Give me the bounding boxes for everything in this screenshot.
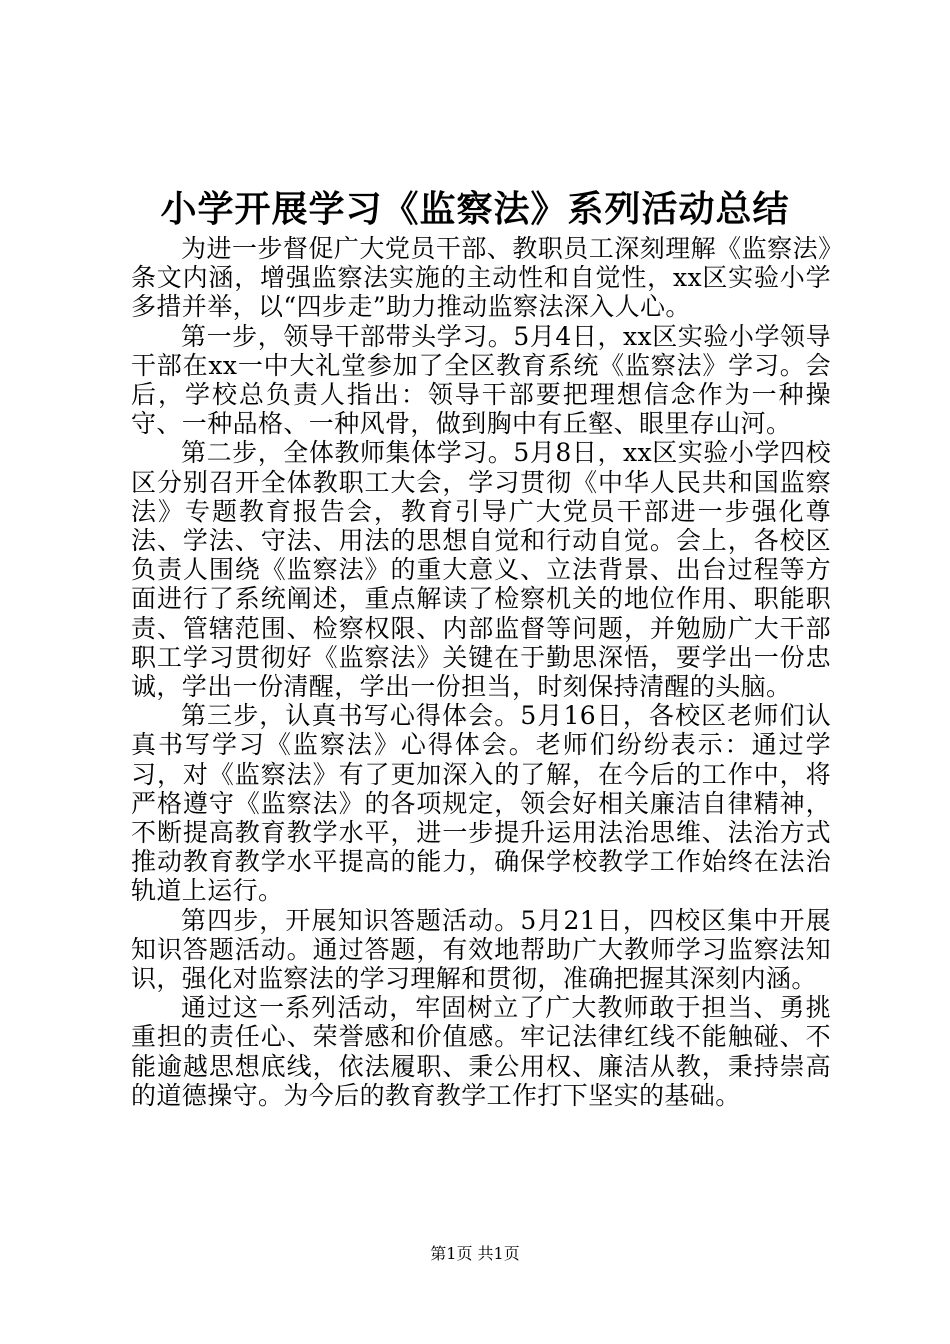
paragraph-step-two: 第二步，全体教师集体学习。5月8日，xx区实验小学四校区分别召开全体教职工大会，学习贯彻《中华人民共和国监察法》专题教育报告会，教育引导广大党员干部进一步强化尊法、学法、守法、用法的思想自觉和行动自觉。会上，各校区负责人围绕《监察法》的重大意义、立法背景、出台过程等方面进行了系统阐述，重点解读了检察机关的地位作用、职能职责、管辖范围、检察权限、内部监督等问题，并勉励广大干部职工学习贯彻好《监察法》关键在于勤思深悟，要学出一份忠诚，学出一份清醒，学出一份担当，时刻保持清醒的头脑。 (131, 438, 831, 702)
document-body (131, 234, 831, 1110)
document-title: 小学开展学习《监察法》系列活动总结 (160, 189, 790, 230)
page-footer: 第1页 共1页 (430, 1244, 520, 1263)
paragraph-intro: 为进一步督促广大党员干部、教职员工深刻理解《监察法》条文内涵，增强监察法实施的主动性和自觉性，xx区实验小学多措并举，以“四步走”助力推动监察法深入人心。 (131, 234, 831, 322)
paragraph-conclusion: 通过这一系列活动，牢固树立了广大教师敢于担当、勇挑重担的责任心、荣誉感和价值感。牢记法律红线不能触碰、不能逾越思想底线，依法履职、秉公用权、廉洁从教，秉持崇高的道德操守。为今后的教育教学工作打下坚实的基础。 (131, 993, 831, 1110)
paragraph-step-three: 第三步，认真书写心得体会。5月16日，各校区老师们认真书写学习《监察法》心得体会。老师们纷纷表示：通过学习，对《监察法》有了更加深入的了解，在今后的工作中，将严格遵守《监察法》的各项规定，领会好相关廉洁自律精神，不断提高教育教学水平，进一步提升运用法治思维、法治方式推动教育教学水平提高的能力，确保学校教学工作始终在法治轨道上运行。 (131, 701, 831, 906)
paragraph-step-four: 第四步，开展知识答题活动。5月21日，四校区集中开展知识答题活动。通过答题，有效地帮助广大教师学习监察法知识，强化对监察法的学习理解和贯彻，准确把握其深刻内涵。 (131, 905, 831, 994)
paragraph-step-one: 第一步，领导干部带头学习。5月4日，xx区实验小学领导干部在xx一中大礼堂参加了全区教育系统《监察法》学习。会后，学校总负责人指出：领导干部要把理想信念作为一种操守、一种品格、一种风骨，做到胸中有丘壑、眼里存山河。 (131, 321, 831, 439)
